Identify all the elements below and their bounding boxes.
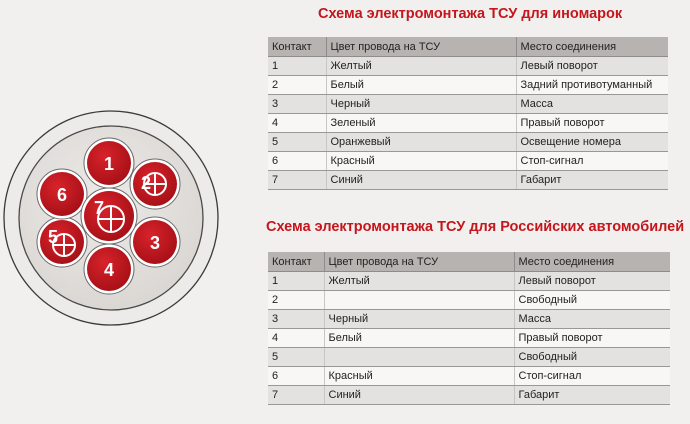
- table-row: [268, 114, 668, 133]
- cell-contact: 2: [268, 76, 326, 95]
- header-connection-place: Место соединения: [516, 37, 668, 57]
- cell-wire-color: Красный: [324, 367, 514, 386]
- table-header-row: [268, 252, 670, 272]
- connector-pin-4: [84, 244, 134, 294]
- cell-contact: 1: [268, 57, 326, 76]
- cell-contact: 3: [268, 310, 324, 329]
- title-russian-cars: Схема электромонтажа ТСУ для Российских автомобилей: [266, 219, 685, 235]
- cell-contact: 7: [268, 386, 324, 405]
- cell-wire-color: Красный: [326, 152, 516, 171]
- header-wire-color: Цвет провода на ТСУ: [324, 252, 514, 272]
- table-row: [268, 76, 668, 95]
- cell-contact: 5: [268, 133, 326, 152]
- cell-contact: 4: [268, 329, 324, 348]
- connector-diagram: [0, 0, 250, 424]
- table-row: [268, 152, 668, 171]
- cell-wire-color: Оранжевый: [326, 133, 516, 152]
- pin-label: 3: [149, 233, 161, 253]
- header-connection-place: Место соединения: [514, 252, 670, 272]
- table-row: [268, 291, 670, 310]
- table-row: [268, 367, 670, 386]
- table-row: [268, 310, 670, 329]
- table-row: [268, 171, 668, 190]
- cell-contact: 3: [268, 95, 326, 114]
- cell-contact: 6: [268, 367, 324, 386]
- cell-wire-color: Черный: [326, 95, 516, 114]
- table-header-row: [268, 37, 668, 57]
- cell-connection-place: Левый поворот: [516, 57, 668, 76]
- cell-contact: 2: [268, 291, 324, 310]
- header-wire-color: Цвет провода на ТСУ: [326, 37, 516, 57]
- cell-connection-place: Габарит: [514, 386, 670, 405]
- cell-wire-color: Желтый: [324, 272, 514, 291]
- cell-wire-color: [324, 348, 514, 367]
- connector-pin-1: [84, 138, 134, 188]
- pin-label: 5: [47, 227, 59, 247]
- wiring-table-russian: [268, 252, 670, 405]
- cell-contact: 5: [268, 348, 324, 367]
- cell-contact: 7: [268, 171, 326, 190]
- cell-wire-color: Желтый: [326, 57, 516, 76]
- cell-connection-place: Свободный: [514, 291, 670, 310]
- cell-connection-place: Стоп-сигнал: [514, 367, 670, 386]
- cell-wire-color: Синий: [324, 386, 514, 405]
- title-foreign-cars: Схема электромонтажа ТСУ для иномарок: [318, 6, 623, 22]
- cell-connection-place: Масса: [514, 310, 670, 329]
- cell-connection-place: Освещение номера: [516, 133, 668, 152]
- cell-wire-color: Черный: [324, 310, 514, 329]
- cell-connection-place: Задний противотуманный: [516, 76, 668, 95]
- cell-connection-place: Правый поворот: [514, 329, 670, 348]
- cell-wire-color: Белый: [326, 76, 516, 95]
- header-contact: Контакт: [268, 252, 324, 272]
- pin-label: 1: [103, 154, 115, 174]
- pin-label: 7: [93, 198, 105, 218]
- wiring-table-foreign: [268, 37, 668, 190]
- cell-contact: 4: [268, 114, 326, 133]
- table-row: [268, 272, 670, 291]
- table-row: [268, 348, 670, 367]
- pin-label: 2: [140, 173, 152, 193]
- cell-wire-color: Белый: [324, 329, 514, 348]
- table-row: [268, 133, 668, 152]
- cell-contact: 6: [268, 152, 326, 171]
- cell-contact: 1: [268, 272, 324, 291]
- pin-label: 4: [103, 260, 115, 280]
- connector-pin-7: [81, 188, 137, 244]
- connector-pin-2: [130, 159, 180, 209]
- table-row: [268, 57, 668, 76]
- cell-connection-place: Габарит: [516, 171, 668, 190]
- header-contact: Контакт: [268, 37, 326, 57]
- cell-connection-place: Правый поворот: [516, 114, 668, 133]
- table-row: [268, 386, 670, 405]
- table-row: [268, 329, 670, 348]
- cell-wire-color: Зеленый: [326, 114, 516, 133]
- cell-wire-color: Синий: [326, 171, 516, 190]
- connector-pin-3: [130, 217, 180, 267]
- cell-connection-place: Масса: [516, 95, 668, 114]
- connector-pin-5: [37, 217, 87, 267]
- table-row: [268, 95, 668, 114]
- connector-pin-6: [37, 169, 87, 219]
- cell-connection-place: Стоп-сигнал: [516, 152, 668, 171]
- cell-connection-place: Левый поворот: [514, 272, 670, 291]
- cell-connection-place: Свободный: [514, 348, 670, 367]
- cell-wire-color: [324, 291, 514, 310]
- pin-label: 6: [56, 185, 68, 205]
